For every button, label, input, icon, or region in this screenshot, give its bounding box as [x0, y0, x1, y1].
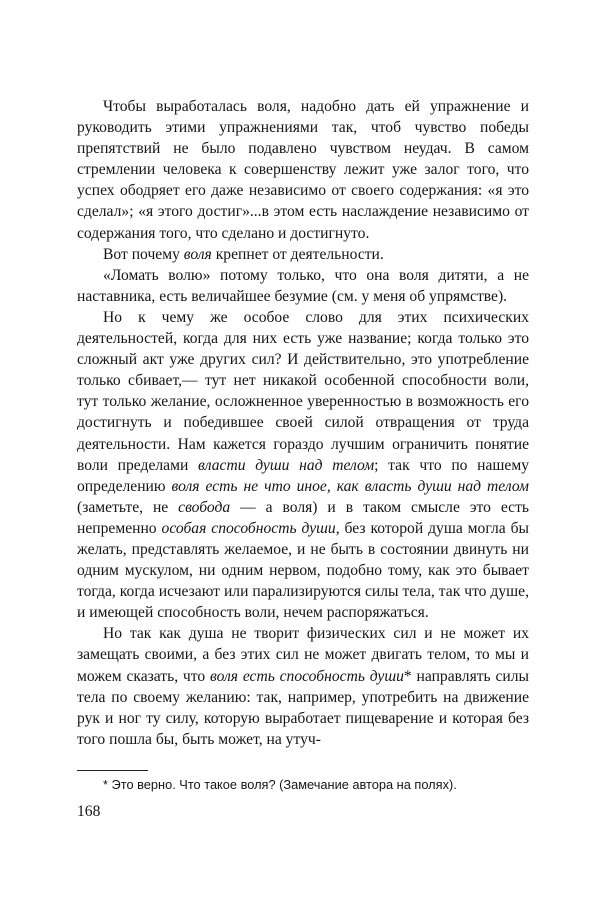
text-run: Но так как душа не творит физических сил и не может их замещать своими, а без этих сил не может двигать телом, то мы и можем сказать, что: [77, 625, 529, 685]
paragraph: [77, 307, 529, 623]
text-run: , без которой душа могла бы желать, представлять желаемое, и не быть в состоянии двинуть ни одним мускулом, ни одним нервом, подобно тому, как это бывает тогда, когда исчезают или парализируются силы тела, так что душе, и имеющей способность воли, нечем распоряжаться.: [77, 519, 529, 622]
paragraph: [77, 96, 529, 244]
text-run: * направлять силы тела по своему желанию: так, например, употребить на движение рук и ног ту силу, которую выработает пищеварение и которая без того пошла бы, быть может, на утуч-: [77, 667, 530, 748]
text-run: крепнет от деятельности.: [211, 245, 384, 263]
italic-phrase: свобода: [178, 498, 231, 516]
page-number: 168: [77, 803, 101, 820]
paragraph: [77, 265, 529, 307]
italic-phrase: особая способность души: [161, 519, 336, 537]
paragraph: [77, 244, 529, 265]
footnote-divider: [77, 770, 148, 771]
text-run: — а воля) и в таком смысле это есть непременно: [77, 498, 530, 537]
text-run: Вот почему: [103, 245, 184, 263]
text-run: «Ломать волю» потому только, что она воля дитяти, а не наставника, есть величайшее безумие (см. у меня об упрямстве).: [77, 266, 529, 305]
italic-phrase: воля: [183, 245, 212, 263]
footnote: * Это верно. Что такое воля? (Замечание автора на полях).: [103, 777, 457, 792]
text-run: ; так что по нашему определению: [77, 456, 530, 495]
italic-phrase: власти души над телом: [198, 456, 375, 474]
italic-phrase: воля есть не что иное, как власть души над телом: [171, 477, 529, 495]
italic-phrase: воля есть способность души: [210, 667, 404, 685]
text-run: Но к чему же особое слово для этих психических деятельностей, когда для них есть уже название; когда только это сложный акт уже других сил? И действительно, это употребление только сбивает,— тут нет никакой особенной способности воли, тут только желание, осложненное уверенностью в возможность его достигнуть и победившее своей силой отвращения от труда деятельности. Нам кажется гораздо лучшим ограничить понятие воли пределами: [77, 308, 529, 474]
text-run: Чтобы выработалась воля, надобно дать ей упражнение и руководить этими упражнениями так, чтоб чувство победы препятствий не было подавлено чувством неудач. В самом стремлении человека к совершенству лежит уже залог того, что успех ободряет его даже независимо от своего содержания: «я это сделал»; «я этого достиг»...в этом есть наслаждение независимо от содержания того, что сделано и достигнуто.: [77, 98, 529, 242]
paragraph: [77, 623, 529, 750]
page-body: [77, 96, 529, 750]
text-run: (заметьте, не: [77, 498, 179, 516]
